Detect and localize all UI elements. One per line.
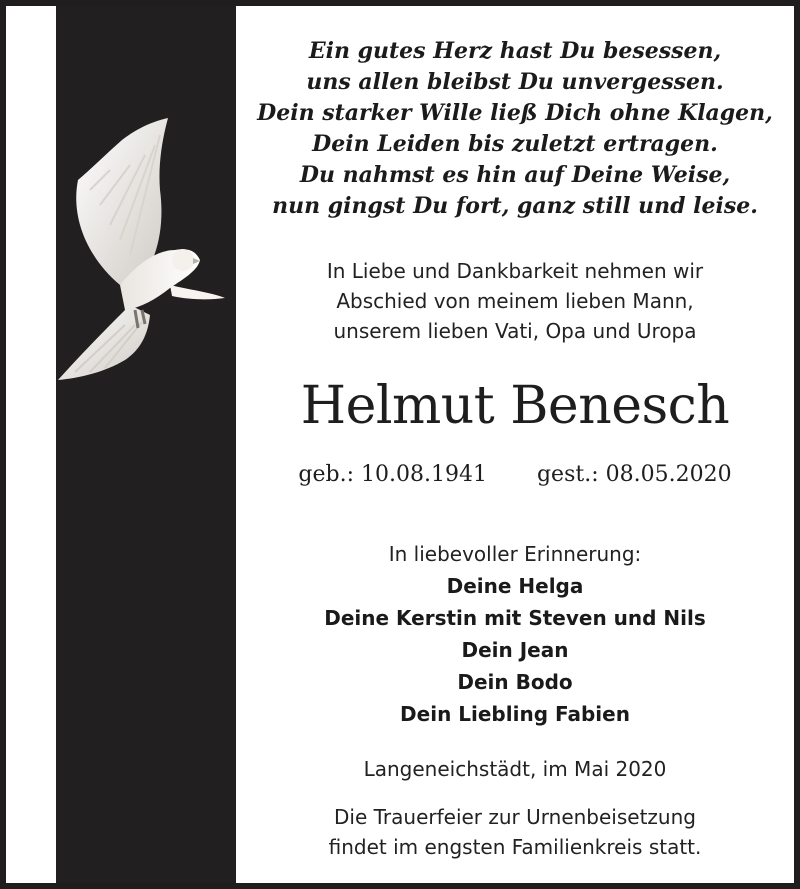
ceremony-line: Die Trauerfeier zur Urnenbeisetzung <box>334 805 696 829</box>
ceremony-note <box>236 802 794 862</box>
poem-line: Dein Leiden bis zuletzt ertragen. <box>312 131 718 157</box>
intro-line: In Liebe und Dankbarkeit nehmen wir <box>326 259 704 283</box>
family-member: Dein Jean <box>461 638 569 662</box>
place-and-date: Langeneichstädt, im Mai 2020 <box>363 757 667 781</box>
frame-bottom <box>0 883 800 889</box>
ceremony-line: findet im engsten Familienkreis statt. <box>328 835 702 859</box>
intro-line: unserem lieben Vati, Opa und Uropa <box>333 319 697 343</box>
family-member: Deine Kerstin mit Steven und Nils <box>324 606 706 630</box>
intro-line: Abschied von meinem lieben Mann, <box>336 289 694 313</box>
poem-line: Ein gutes Herz hast Du besessen, <box>308 38 722 64</box>
farewell-intro <box>236 256 794 346</box>
memorial-poem <box>236 36 794 222</box>
frame-right <box>794 0 800 889</box>
poem-line: Du nahmst es hin auf Deine Weise, <box>299 162 731 188</box>
family-list <box>236 570 794 730</box>
life-dates <box>236 459 794 491</box>
family-member: Dein Liebling Fabien <box>400 702 630 726</box>
death-date: gest.: 08.05.2020 <box>536 462 732 487</box>
poem-line: nun gingst Du fort, ganz still und leise. <box>272 193 758 219</box>
dove-icon <box>50 110 235 385</box>
obituary-content <box>236 6 794 883</box>
poem-line: uns allen bleibst Du unvergessen. <box>306 69 724 95</box>
deceased-name: Helmut Benesch <box>300 376 730 436</box>
family-member: Dein Bodo <box>457 670 573 694</box>
left-margin-strip <box>6 6 56 883</box>
poem-line: Dein starker Wille ließ Dich ohne Klagen, <box>257 100 773 126</box>
birth-date: geb.: 10.08.1941 <box>298 462 487 487</box>
memory-heading: In liebevoller Erinnerung: <box>388 542 642 566</box>
family-member: Deine Helga <box>446 574 584 598</box>
